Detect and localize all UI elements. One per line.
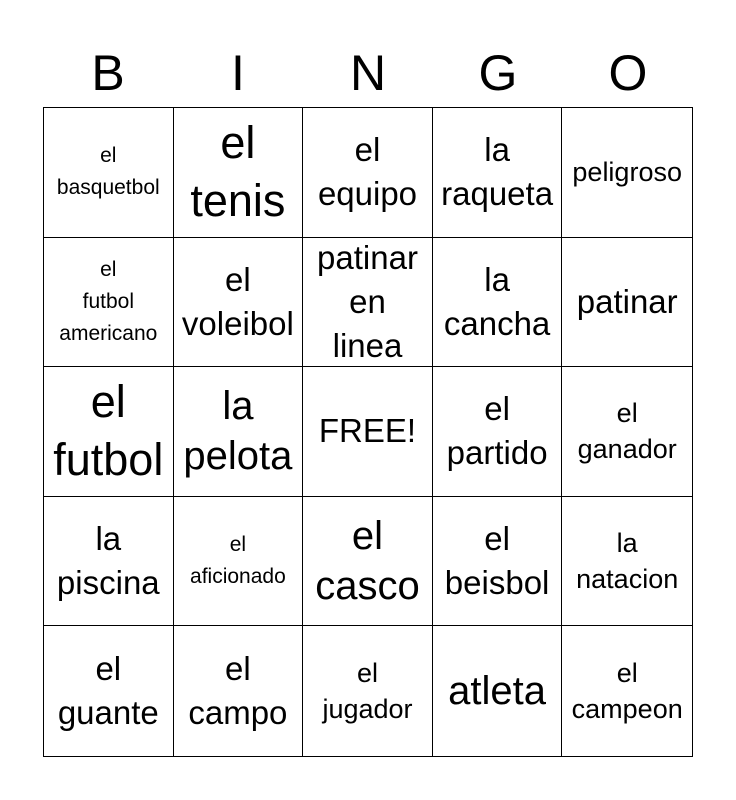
bingo-cell-r5c3[interactable]: [303, 626, 433, 756]
bingo-cell-r3c2[interactable]: [174, 367, 304, 497]
bingo-cell-r4c4[interactable]: [433, 497, 563, 627]
bingo-grid: [43, 107, 693, 757]
header-letter-n: N: [349, 45, 387, 101]
cell-label: atleta: [448, 669, 547, 714]
cell-label: patinar en linea: [317, 238, 418, 364]
cell-label: el guante: [57, 650, 159, 732]
cell-label: el jugador: [322, 658, 413, 725]
bingo-cell-r2c5[interactable]: [562, 238, 692, 368]
cell-label: el campo: [188, 650, 288, 732]
cell-label: la natacion: [576, 528, 679, 595]
cell-label: la cancha: [443, 260, 551, 342]
bingo-cell-r5c5[interactable]: [562, 626, 692, 756]
bingo-cell-r4c5[interactable]: [562, 497, 692, 627]
cell-label: el voleibol: [181, 260, 294, 342]
cell-label: patinar: [576, 282, 678, 320]
cell-label: el beisbol: [444, 520, 550, 602]
cell-label: FREE!: [318, 412, 417, 450]
cell-label: el casco: [315, 514, 420, 609]
cell-label: la piscina: [56, 520, 160, 602]
cell-label: la raqueta: [441, 131, 554, 213]
bingo-cell-r4c2[interactable]: [174, 497, 304, 627]
bingo-cell-r3c4[interactable]: [433, 367, 563, 497]
bingo-cell-r1c3[interactable]: [303, 108, 433, 238]
cell-label: el ganador: [577, 398, 677, 465]
bingo-cell-r1c4[interactable]: [433, 108, 563, 238]
header-letter-b: B: [91, 45, 125, 101]
bingo-cell-r3c3[interactable]: [303, 367, 433, 497]
bingo-cell-r3c5[interactable]: [562, 367, 692, 497]
header-letter-g: G: [478, 45, 518, 101]
cell-label: el futbol americano: [59, 257, 158, 345]
cell-label: peligroso: [572, 157, 682, 188]
bingo-cell-r1c2[interactable]: [174, 108, 304, 238]
bingo-cell-r2c2[interactable]: [174, 238, 304, 368]
bingo-cell-r5c1[interactable]: [44, 626, 174, 756]
cell-label: el equipo: [317, 131, 418, 213]
bingo-cell-r1c1[interactable]: [44, 108, 174, 238]
cell-label: el partido: [446, 390, 548, 472]
bingo-cell-r5c4[interactable]: [433, 626, 563, 756]
bingo-cell-r5c2[interactable]: [174, 626, 304, 756]
cell-label: el aficionado: [190, 533, 286, 589]
cell-label: el campeon: [571, 658, 683, 725]
bingo-cell-r4c1[interactable]: [44, 497, 174, 627]
bingo-header: [43, 40, 693, 106]
bingo-cell-r2c4[interactable]: [433, 238, 563, 368]
bingo-cell-r2c3[interactable]: [303, 238, 433, 368]
bingo-cell-r4c3[interactable]: [303, 497, 433, 627]
cell-label: el futbol: [53, 376, 164, 486]
header-letter-i: I: [231, 45, 245, 101]
cell-label: el basquetbol: [56, 144, 160, 200]
header-letter-o: O: [608, 45, 648, 101]
cell-label: la pelota: [183, 384, 293, 479]
bingo-cell-r3c1[interactable]: [44, 367, 174, 497]
bingo-cell-r1c5[interactable]: [562, 108, 692, 238]
cell-label: el tenis: [190, 117, 286, 227]
bingo-cell-r2c1[interactable]: [44, 238, 174, 368]
